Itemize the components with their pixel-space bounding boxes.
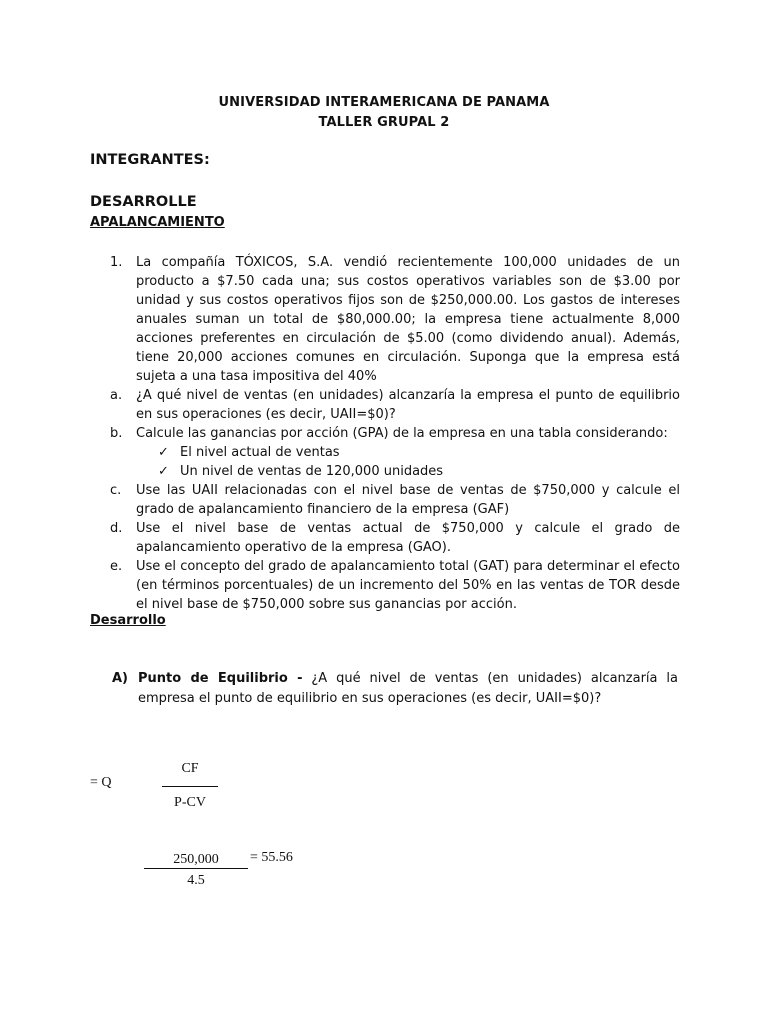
- section-a: [112, 669, 678, 709]
- checklist-text: Un nivel de ventas de 120,000 unidades: [180, 464, 444, 479]
- item-label: c.: [110, 483, 122, 498]
- list-item-d: [110, 519, 680, 557]
- item-text: Use el nivel base de ventas actual de $750,000 y calcule el grado de apalancamiento operativo de la empresa (GAO).: [136, 521, 680, 555]
- section-a-title: Punto de Equilibrio -: [138, 671, 303, 686]
- apalancamiento-heading: APALANCAMIENTO: [90, 215, 225, 230]
- list-item-b: [110, 424, 680, 443]
- problem-statement: [110, 253, 680, 386]
- check-icon: ✓: [158, 464, 169, 479]
- formula-denominator: P-CV: [174, 795, 206, 810]
- section-a-row: [112, 669, 678, 709]
- checklist-text: El nivel actual de ventas: [180, 445, 340, 460]
- item-text: ¿A qué nivel de ventas (en unidades) alcanzaría la empresa el punto de equilibrio en sus operaciones (es decir, UAII=$0)?: [136, 388, 680, 422]
- section-a-label: A): [112, 671, 129, 686]
- desarrollo-heading: Desarrollo: [90, 613, 166, 628]
- checklist-item: [158, 443, 680, 462]
- calc-result: = 55.56: [250, 850, 293, 865]
- item-text: Use el concepto del grado de apalancamiento total (GAT) para determinar el efecto (en términos porcentuales) de un incremento del 50% en las ventas de TOR desde el nivel base de $750,000 sobre sus ganancias por acción.: [136, 559, 680, 612]
- workshop-title: TALLER GRUPAL 2: [318, 115, 450, 130]
- item-label: a.: [110, 388, 123, 403]
- item-text: Use las UAII relacionadas con el nivel base de ventas de $750,000 y calcule el grado de apalancamiento financiero de la empresa (GAF): [136, 483, 680, 517]
- item-text: Calcule las ganancias por acción (GPA) de la empresa en una tabla considerando:: [136, 426, 668, 441]
- problem-number: 1.: [110, 255, 123, 270]
- item-label: d.: [110, 521, 123, 536]
- formula-numerator: CF: [181, 761, 199, 776]
- item-label: b.: [110, 426, 123, 441]
- calc-numerator: 250,000: [173, 852, 219, 867]
- list-item-a: [110, 386, 680, 424]
- desarrolle-heading: DESARROLLE: [90, 194, 197, 210]
- problem-block: [110, 253, 680, 614]
- list-item-e: [110, 557, 680, 614]
- section-a-text: ¿A qué nivel de ventas (en unidades) alcanzaría la empresa el punto de equilibrio en sus operaciones (es decir, UAII=$0)?: [138, 671, 678, 706]
- list-item-c: [110, 481, 680, 519]
- section-a-body: [138, 669, 678, 709]
- checklist-item: [158, 462, 680, 481]
- calc-denominator: 4.5: [187, 873, 205, 888]
- formula-lhs: = Q: [90, 775, 112, 790]
- integrantes-heading: INTEGRANTES:: [90, 152, 210, 168]
- calc-fraction-bar: [144, 868, 248, 869]
- check-icon: ✓: [158, 445, 169, 460]
- formula-fraction-bar: [162, 786, 218, 787]
- university-title: UNIVERSIDAD INTERAMERICANA DE PANAMA: [218, 95, 550, 110]
- item-label: e.: [110, 559, 123, 574]
- problem-text: La compañía TÓXICOS, S.A. vendió recientemente 100,000 unidades de un producto a $7.50 cada una; sus costos operativos variables son de $3.00 por unidad y sus costos operativos fijos son de $250,000.00. Los gastos de intereses anuales suman un total de $80,000.00; la empresa tiene actualmente 8,000 acciones preferentes en circulación de $5.00 (como dividendo anual). Además, tiene 20,000 acciones comunes en circulación. Suponga que la empresa está sujeta a una tasa impositiva del 40%: [136, 255, 680, 384]
